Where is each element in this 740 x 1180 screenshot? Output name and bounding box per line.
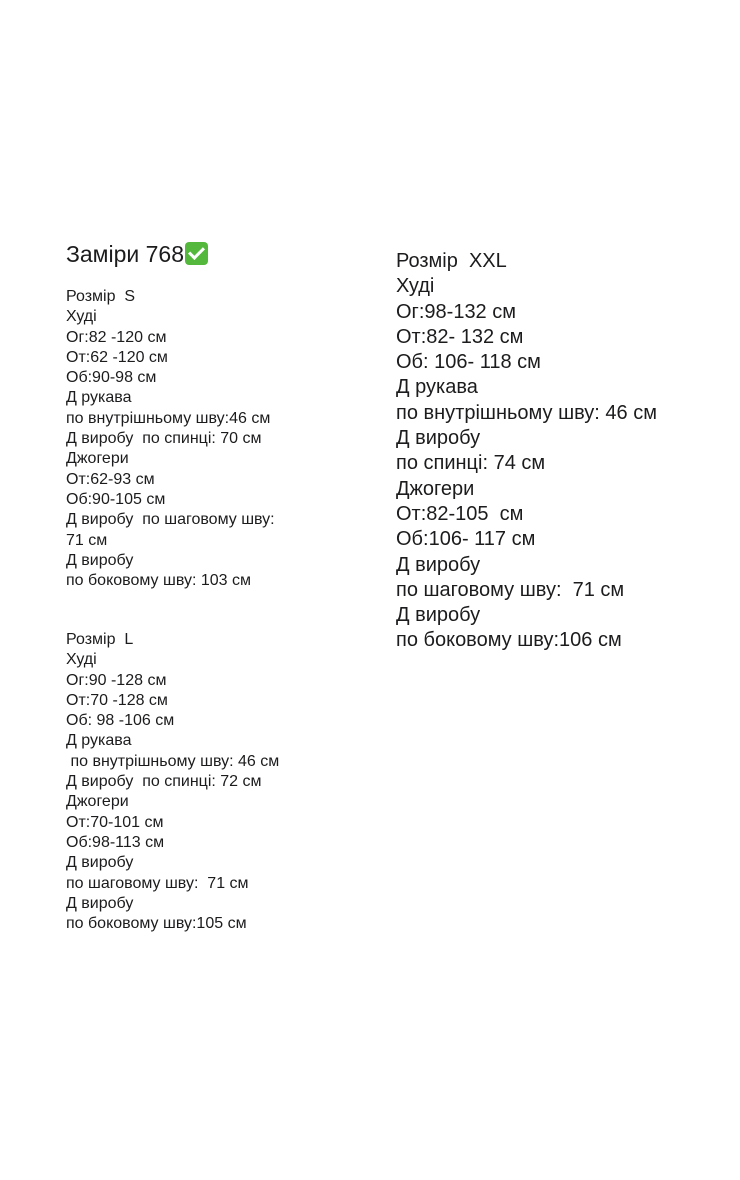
measurement-line: по боковому шву:105 см [66, 915, 247, 933]
measurement-line: по внутрішньому шву: 46 см [396, 401, 657, 424]
measurement-line: Д виробу [66, 551, 134, 569]
measurement-line: Об: 98 -106 см [66, 712, 175, 730]
measurement-line: Д рукава [396, 376, 478, 399]
measurement-line: Об:90-105 см [66, 490, 166, 508]
page-title [66, 238, 208, 270]
measurement-line: по боковому шву:106 см [396, 629, 622, 652]
measurement-line: Д рукава [66, 732, 132, 750]
size-heading: Розмір S [66, 288, 136, 305]
measurement-line: Д виробу по спинці: 72 см [66, 773, 262, 791]
measurement-line: Худі [66, 308, 97, 326]
measurement-line: Об:90-98 см [66, 369, 157, 387]
measurement-line: Ог:98-132 см [396, 300, 516, 323]
measurement-line: Худі [66, 651, 97, 669]
measurement-line: Д виробу [66, 894, 134, 912]
measurement-line: От:62-93 см [66, 470, 155, 488]
size-xxl-section [396, 249, 657, 654]
title-text: Заміри 768 [66, 241, 185, 267]
measurement-line: Об:98-113 см [66, 833, 165, 851]
measurement-line: по внутрішньому шву: 46 см [66, 752, 280, 770]
measurement-line: Ог:82 -120 см [66, 328, 167, 346]
measurement-line: Д виробу по шаговому шву: [66, 511, 275, 529]
measurement-line: Джогери [66, 793, 129, 811]
measurement-line: Джогери [66, 450, 129, 468]
measurement-line: Об:106- 117 см [396, 528, 536, 551]
measurement-line: Д виробу [396, 427, 481, 450]
size-l-section [66, 630, 279, 934]
measurement-line: От:82-105 см [396, 502, 524, 525]
measurement-line: Худі [396, 275, 435, 298]
measurement-line: по шаговому шву: 71 см [66, 874, 249, 892]
measurement-line: Об: 106- 118 см [396, 351, 541, 374]
measurement-line: От:82- 132 см [396, 325, 524, 348]
size-heading: Розмір L [66, 631, 134, 648]
measurement-line: по боковому шву: 103 см [66, 572, 252, 590]
size-heading: Розмір XXL [396, 250, 507, 272]
measurement-line: по спинці: 74 см [396, 452, 546, 475]
measurement-line: по внутрішньому шву:46 см [66, 409, 271, 427]
measurement-line: Джогери [396, 477, 475, 500]
measurement-line: Д виробу [396, 553, 481, 576]
measurement-line: Ог:90 -128 см [66, 671, 167, 689]
measurement-line: От:70 -128 см [66, 691, 168, 709]
measurement-line: Д виробу [396, 604, 481, 627]
measurement-line: 71 см [66, 531, 108, 549]
measurement-line: по шаговому шву: 71 см [396, 578, 625, 601]
measurement-line: Д виробу [66, 854, 134, 872]
size-s-section [66, 287, 275, 591]
measurement-line: Д рукава [66, 389, 132, 407]
measurement-line: От:62 -120 см [66, 348, 168, 366]
measurement-line: Д виробу по спинці: 70 см [66, 430, 262, 448]
measurement-line: От:70-101 см [66, 813, 164, 831]
check-mark-icon [185, 242, 208, 265]
